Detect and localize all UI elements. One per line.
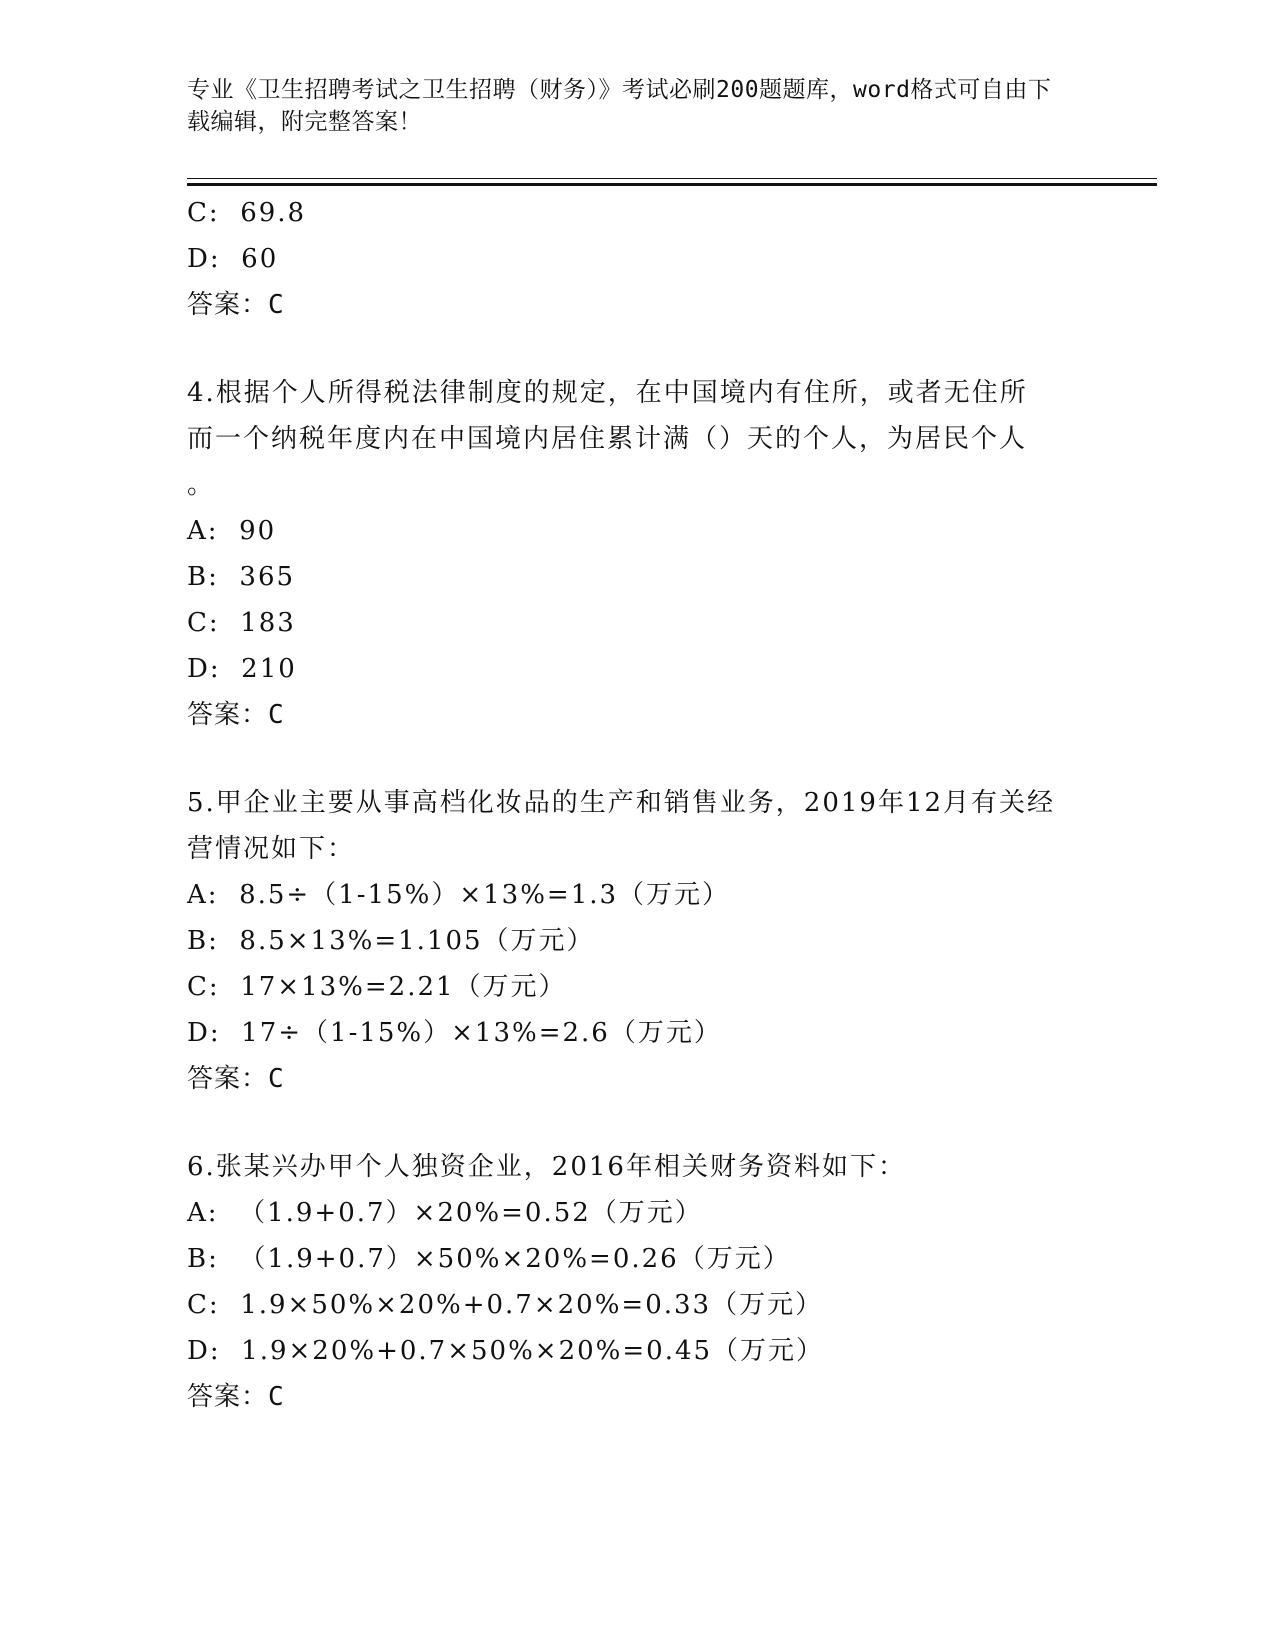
answer-line: 答案：C — [187, 290, 285, 320]
option-d: D: 1.9×20%+0.7×50%×20%=0.45（万元） — [187, 1336, 825, 1366]
question-text: 营情况如下： — [187, 834, 356, 864]
option-a: A: 8.5÷（1-15%）×13%=1.3（万元） — [187, 880, 731, 910]
option-label: A — [187, 880, 208, 910]
option-label: C — [187, 198, 209, 228]
option-text: 210 — [241, 654, 297, 684]
option-label: D — [187, 1336, 210, 1366]
question-text: 5.甲企业主要从事高档化妆品的生产和销售业务，2019年12月有关经 — [187, 788, 1056, 818]
option-d: D: 17÷（1-15%）×13%=2.6（万元） — [187, 1018, 722, 1048]
option-text: 183 — [240, 608, 296, 638]
option-label: D — [187, 1018, 210, 1048]
question-text: 。 — [187, 470, 216, 500]
answer-line: 答案：C — [187, 700, 285, 730]
option-text: 69.8 — [240, 198, 307, 228]
option-label: A — [187, 516, 208, 546]
option-text: 1.9×20%+0.7×50%×20%=0.45（万元） — [241, 1336, 825, 1366]
question-text: 6.张某兴办甲个人独资企业，2016年相关财务资料如下： — [187, 1152, 906, 1182]
option-c: C: 1.9×50%×20%+0.7×20%=0.33（万元） — [187, 1290, 824, 1320]
option-label: D — [187, 654, 210, 684]
option-label: B — [187, 1244, 209, 1274]
option-label: C — [187, 972, 209, 1002]
option-a: A: 90 — [187, 516, 277, 546]
option-text: 365 — [239, 562, 296, 592]
option-d: D: 60 — [187, 244, 279, 274]
option-label: C — [187, 608, 209, 638]
option-text: 8.5÷（1-15%）×13%=1.3（万元） — [239, 880, 731, 910]
header-rule-thin — [187, 178, 1157, 179]
question-content — [187, 190, 1087, 1420]
answer-line: 答案：C — [187, 1064, 285, 1094]
document-header: 专业《卫生招聘考试之卫生招聘（财务）》考试必刷200题题库，word格式可自由下载编辑，附完整答案！ — [187, 77, 1052, 135]
option-label: B — [187, 562, 209, 592]
option-b: B: 8.5×13%=1.105（万元） — [187, 926, 595, 956]
option-text: 90 — [239, 516, 277, 546]
option-b: B: 365 — [187, 562, 296, 592]
answer-line: 答案：C — [187, 1382, 285, 1412]
option-text: （1.9+0.7）×50%×20%=0.26（万元） — [239, 1244, 791, 1274]
option-text: 1.9×50%×20%+0.7×20%=0.33（万元） — [240, 1290, 824, 1320]
header-rule-thick — [187, 183, 1157, 186]
question-text: 4.根据个人所得税法律制度的规定，在中国境内有住所，或者无住所 — [187, 378, 1028, 408]
option-text: （1.9+0.7）×20%=0.52（万元） — [239, 1198, 703, 1228]
option-label: A — [187, 1198, 208, 1228]
option-d: D: 210 — [187, 654, 297, 684]
option-label: C — [187, 1290, 209, 1320]
option-c: C: 17×13%=2.21（万元） — [187, 972, 567, 1002]
option-c: C: 69.8 — [187, 198, 307, 228]
option-text: 60 — [241, 244, 279, 274]
option-text: 8.5×13%=1.105（万元） — [239, 926, 595, 956]
option-label: B — [187, 926, 209, 956]
question-text: 而一个纳税年度内在中国境内居住累计满（）天的个人，为居民个人 — [187, 424, 1028, 454]
option-label: D — [187, 244, 210, 274]
option-a: A: （1.9+0.7）×20%=0.52（万元） — [187, 1198, 703, 1228]
option-text: 17×13%=2.21（万元） — [240, 972, 567, 1002]
option-b: B: （1.9+0.7）×50%×20%=0.26（万元） — [187, 1244, 791, 1274]
option-text: 17÷（1-15%）×13%=2.6（万元） — [241, 1018, 722, 1048]
option-c: C: 183 — [187, 608, 296, 638]
